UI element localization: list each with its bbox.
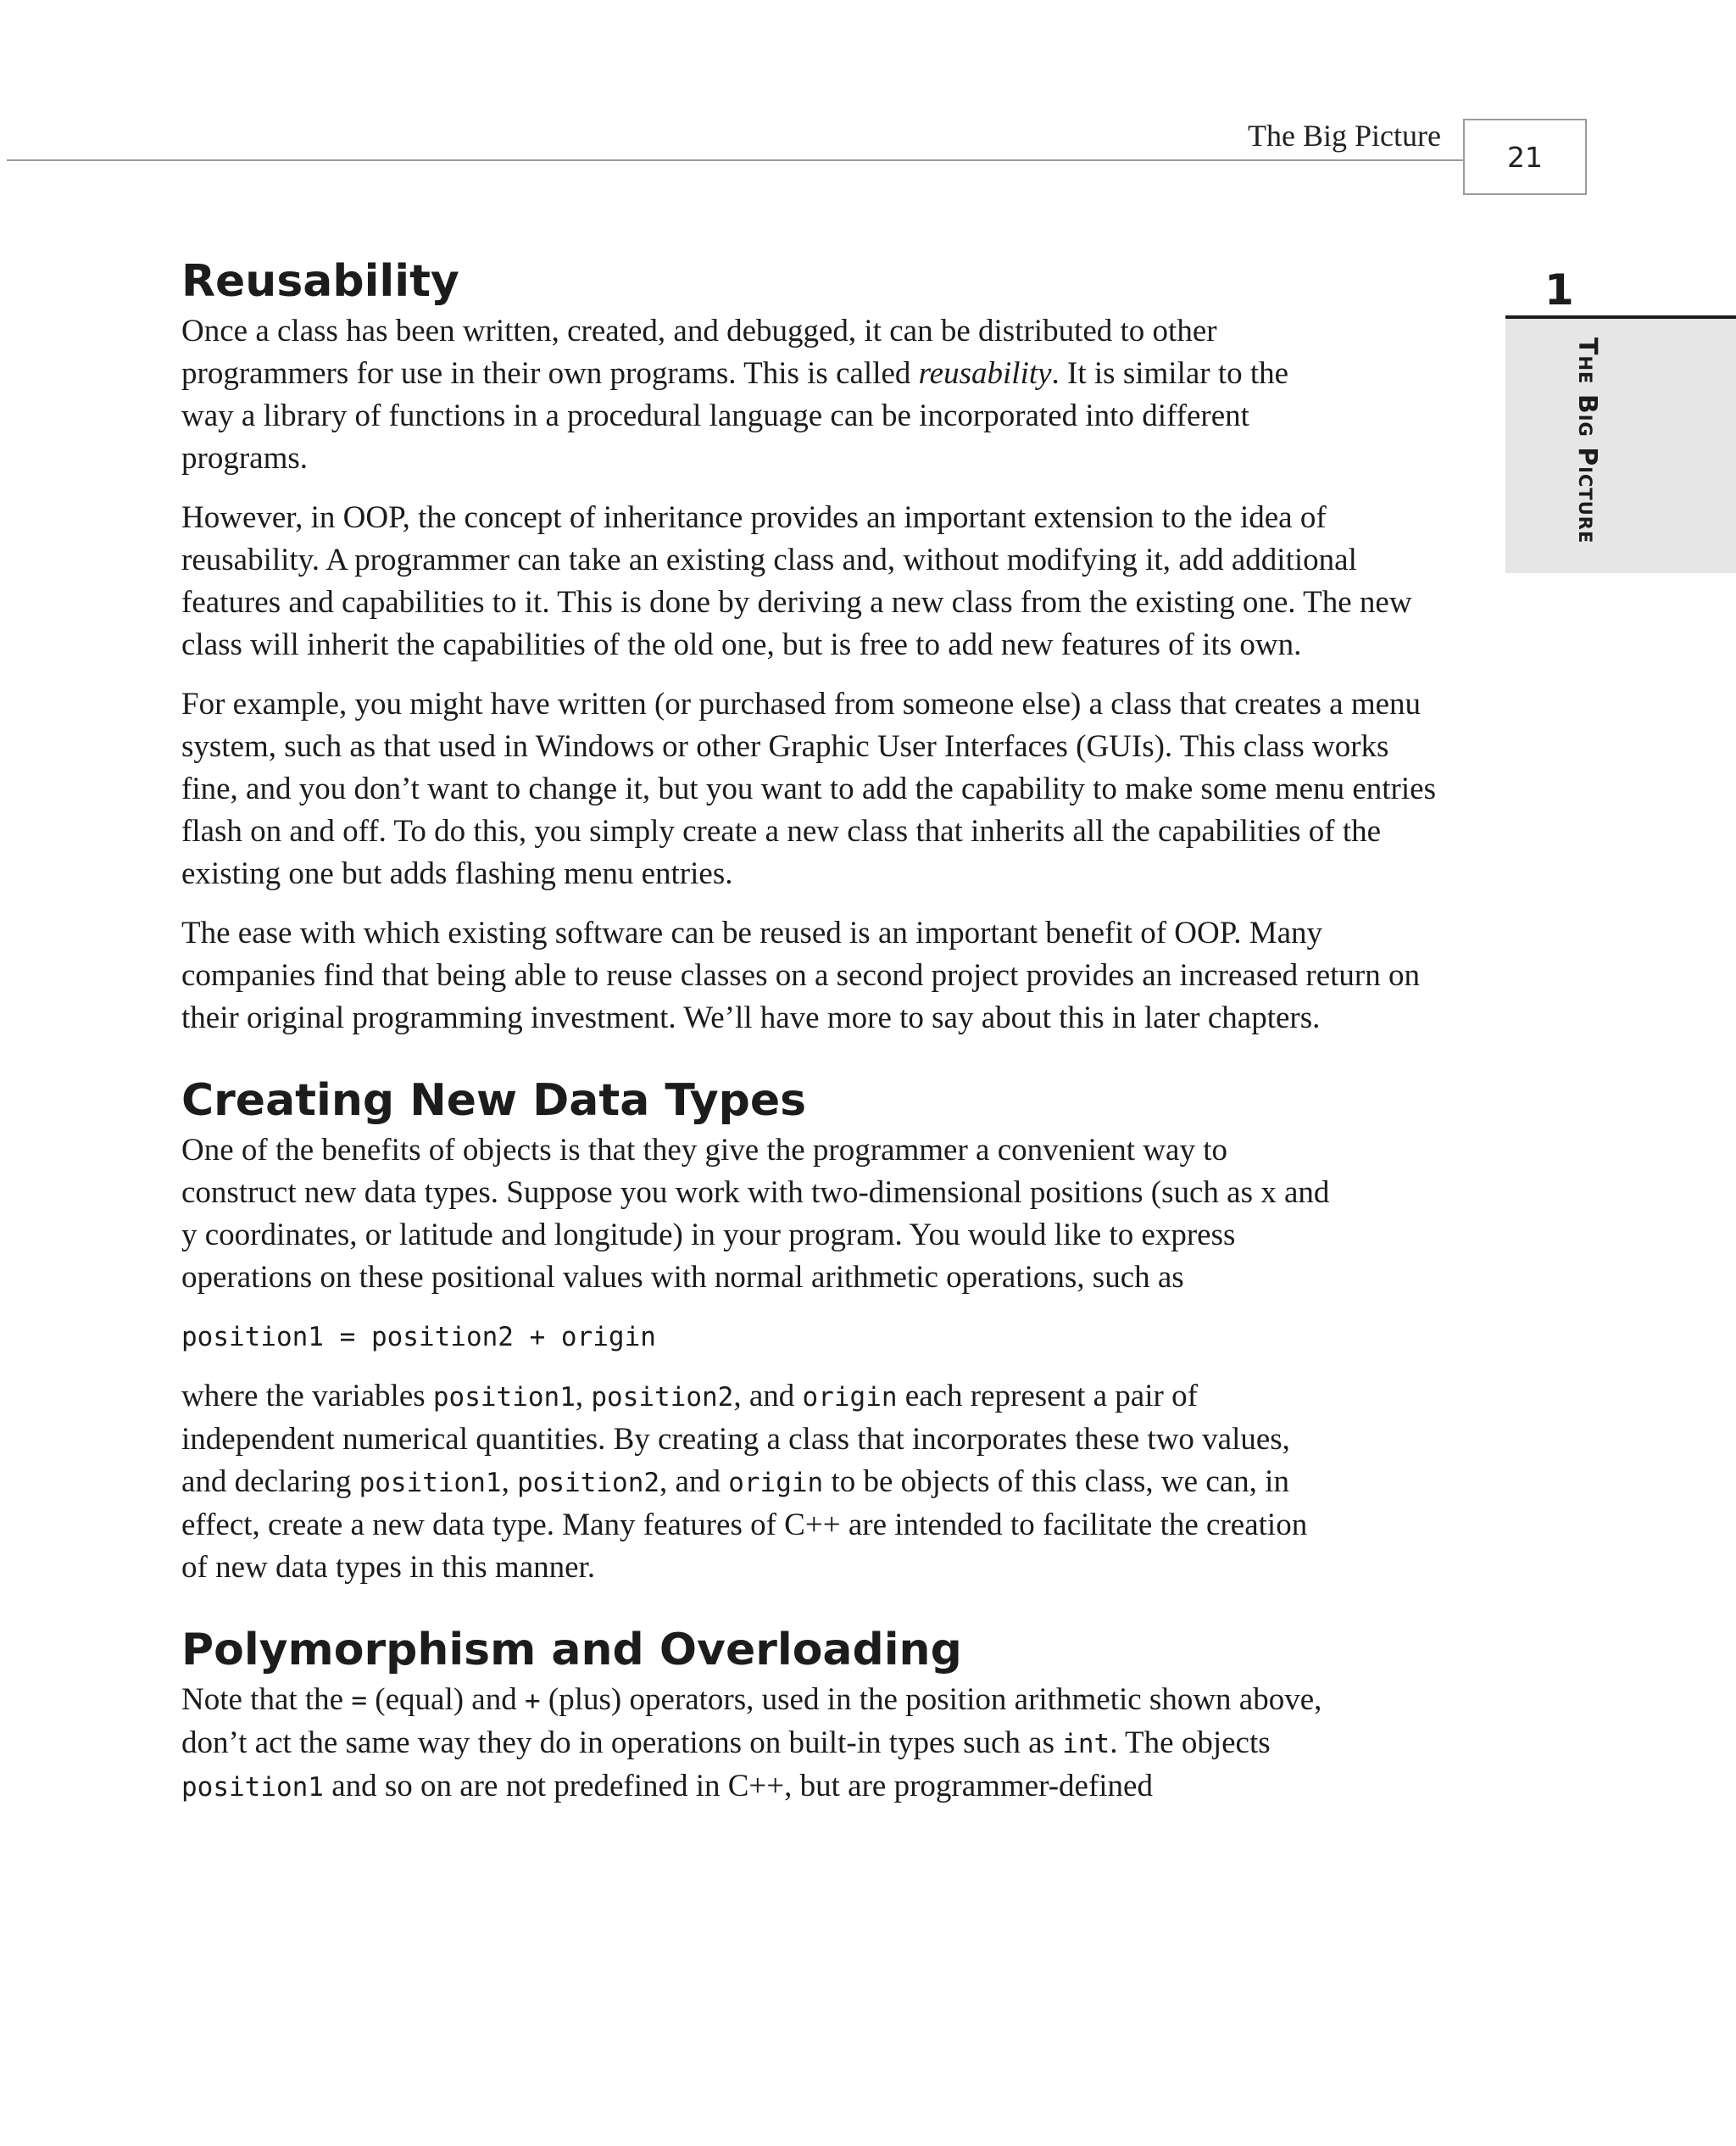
section-heading: Polymorphism and Overloading [181, 1625, 962, 1675]
text-run: , [501, 1464, 518, 1499]
code-inline: + [524, 1686, 541, 1716]
text-run: . The objects [1110, 1725, 1271, 1760]
text-run: Once a class has been written, created, and debugged, it can be distributed to other programmers for use in their own programs. This is called [181, 314, 1217, 391]
paragraph [181, 1679, 1334, 1809]
paragraph: The ease with which existing software can be reused is an important benefit of OOP. Many companies find that being able to reuse classes on a second project provides an increased return on their original programming investment. We’ll have more to say about this in later chapters. [181, 916, 1420, 1035]
code-inline: = [351, 1686, 368, 1716]
paragraph: However, in OOP, the concept of inheritance provides an important extension to the idea of reusability. A programmer can take an existing class and, without modifying it, add additional features and capabilities to it. This is done by deriving a new class from the existing one. The new class will inherit the capabilities of the old one, but is free to add new features of its own. [181, 500, 1412, 662]
section-heading: Creating New Data Types [181, 1075, 807, 1126]
paragraph: For example, you might have written (or purchased from someone else) a class that creates a menu system, such as that used in Windows or other Graphic User Interfaces (GUIs). This class works fine, and you don’t want to change it, but you want to add the capability to make some menu entries flash on and off. To do this, you simply create a new class that inherits all the capabilities of the existing one but adds flashing menu entries. [181, 687, 1436, 891]
paragraph [181, 1375, 1334, 1589]
text-run: , and [659, 1464, 729, 1499]
code-inline: int [1062, 1729, 1110, 1759]
text-run: where the variables [181, 1379, 433, 1413]
code-example: position1 = position2 + origin [181, 1322, 656, 1352]
text-run: Note that the [181, 1682, 352, 1717]
chapter-number: 1 [1544, 265, 1574, 315]
text-run: to be objects of this class, we can, in effect, create a new data type. Many features of C++ are intended to facilitate the creation of new data types in this manner. [181, 1464, 1308, 1585]
code-inline: origin [802, 1382, 898, 1413]
text-run: and so on are not predefined in C++, but are programmer-defined [323, 1769, 1153, 1803]
chapter-tab-label: The Big Picture [1572, 337, 1602, 544]
code-inline: position1 [359, 1468, 502, 1498]
code-inline: position1 [432, 1382, 576, 1413]
section-polymorphism [181, 1623, 1436, 1809]
paragraph: One of the benefits of objects is that they give the programmer a convenient way to construct new data types. Suppose you work with two-dimensional positions (such as x and y coordinates, or latitude and longitude) in your program. You would like to express operations on these positional values with normal arithmetic operations, such as [181, 1133, 1330, 1295]
main-content [181, 254, 1436, 1825]
text-run: , [575, 1379, 592, 1413]
running-head: The Big Picture [1248, 119, 1441, 153]
emphasis: reusability [918, 356, 1052, 391]
code-inline: position2 [517, 1468, 660, 1498]
code-inline: position2 [591, 1382, 734, 1413]
code-inline: position1 [181, 1772, 324, 1803]
text-run: (equal) and [367, 1682, 525, 1717]
section-data-types [181, 1073, 1436, 1589]
page-number: 21 [1463, 119, 1587, 195]
chapter-tab [1505, 315, 1736, 573]
text-run: each represent a pair of independent numerical quantities. By creating a class that incorporates these two values, and declaring [181, 1379, 1290, 1499]
text-run: , and [733, 1379, 803, 1413]
header-rule [7, 159, 1463, 161]
paragraph [181, 310, 1334, 480]
code-inline: origin [728, 1468, 824, 1498]
section-reusability [181, 254, 1436, 1040]
text-run: (plus) operators, used in the position arithmetic shown above, don’t act the same way they do in operations on built-in types such as [181, 1682, 1322, 1760]
section-heading: Reusability [181, 256, 459, 307]
text-run: . It is similar to the way a library of functions in a procedural language can be incorporated into different programs. [181, 356, 1289, 476]
